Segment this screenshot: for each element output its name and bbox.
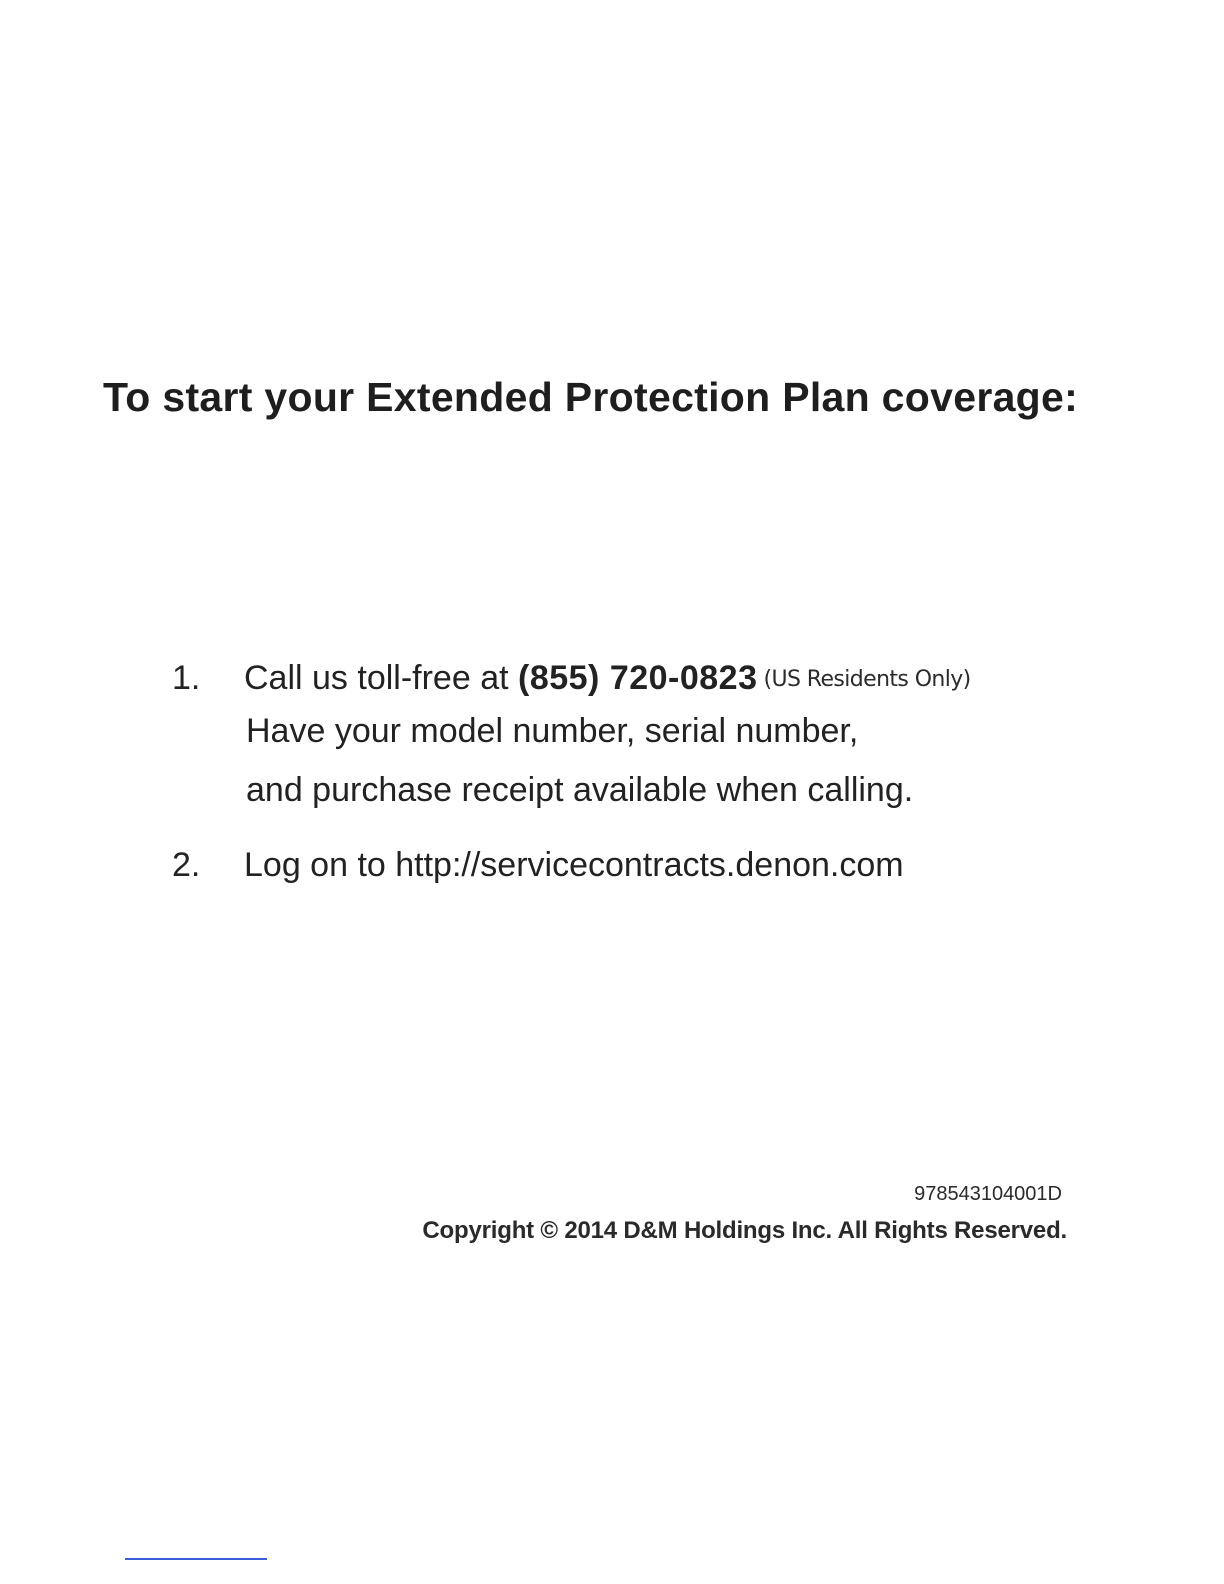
step-1-number: 1. [172, 659, 201, 697]
phone-number: (855) 720-0823 [518, 659, 758, 697]
document-code: 978543104001D [914, 1183, 1062, 1205]
step-1-text: Call us toll-free at [244, 659, 518, 697]
step-2-text: Log on to http://servicecontracts.denon.com [244, 846, 904, 884]
residency-note: (US Residents Only) [763, 667, 971, 692]
step-2-number: 2. [172, 846, 201, 884]
bottom-divider [125, 1558, 267, 1560]
step-1-line-2: Have your model number, serial number, [246, 712, 859, 750]
step-2-line [172, 846, 904, 885]
step-1-line-1 [172, 659, 971, 698]
step-1-line-3: and purchase receipt available when calling. [246, 771, 914, 809]
page-title: To start your Extended Protection Plan coverage: [103, 374, 1079, 420]
copyright-notice: Copyright © 2014 D&M Holdings Inc. All Rights Reserved. [422, 1217, 1067, 1244]
